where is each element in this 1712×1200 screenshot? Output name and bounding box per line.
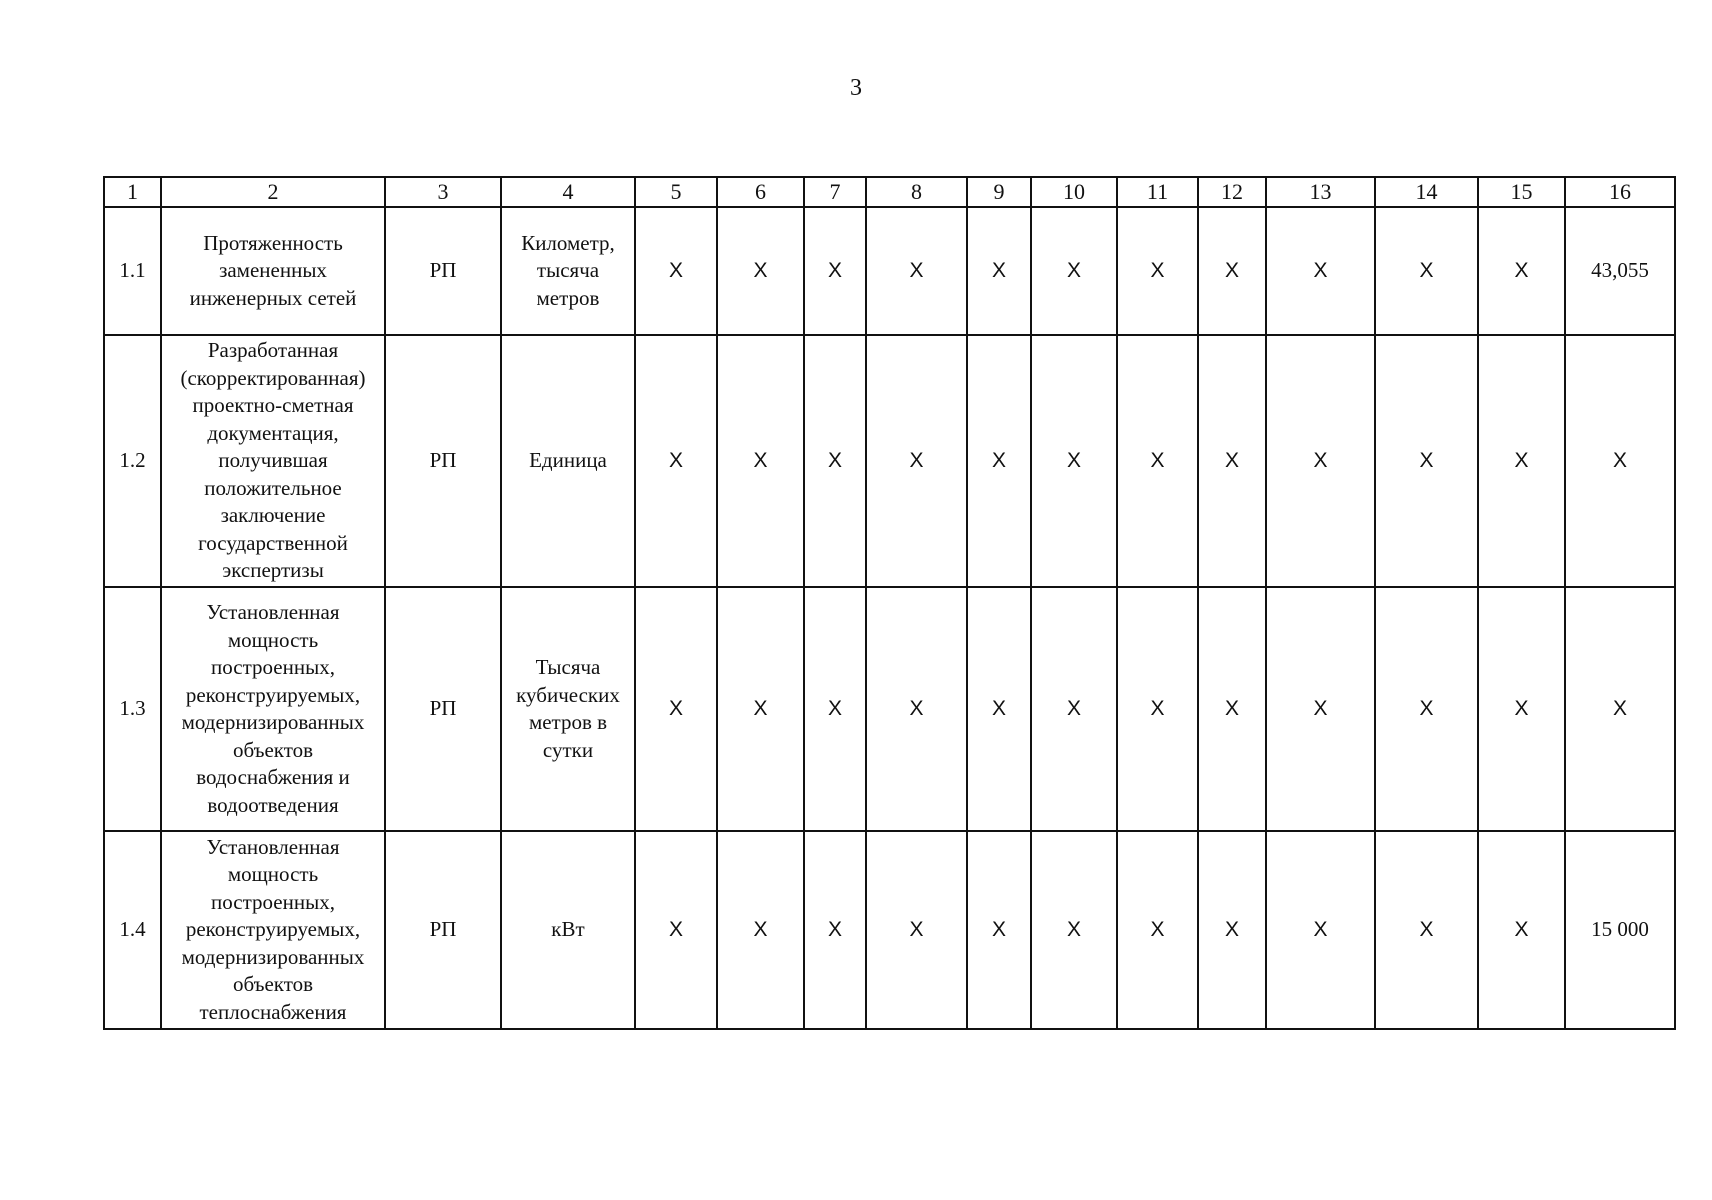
value-cell: Х — [1031, 335, 1117, 587]
value-cell: Х — [635, 587, 717, 831]
value-cell: Х — [967, 831, 1031, 1029]
column-number: 10 — [1031, 177, 1117, 207]
value-cell: Х — [1375, 207, 1478, 335]
indicators-table — [103, 176, 1676, 1030]
column-number: 16 — [1565, 177, 1675, 207]
value-cell: Х — [967, 587, 1031, 831]
value-cell: Х — [1478, 335, 1565, 587]
value-cell: 15 000 — [1565, 831, 1675, 1029]
value-cell: Х — [635, 207, 717, 335]
value-cell: Х — [1031, 207, 1117, 335]
value-cell: Х — [967, 335, 1031, 587]
value-cell: Х — [804, 207, 866, 335]
column-number: 4 — [501, 177, 635, 207]
unit-of-measure: кВт — [501, 831, 635, 1029]
value-cell: Х — [1266, 831, 1375, 1029]
column-number: 11 — [1117, 177, 1198, 207]
value-cell: Х — [1198, 831, 1266, 1029]
column-number: 5 — [635, 177, 717, 207]
value-cell: Х — [804, 335, 866, 587]
page-number: 3 — [850, 75, 862, 101]
value-cell: Х — [1375, 831, 1478, 1029]
indicator-name: Установленная мощность построенных, реконструируемых, модернизированных объектов водоснабжения и водоотведения — [161, 587, 385, 831]
row-index: 1.1 — [104, 207, 161, 335]
value-cell: Х — [1031, 587, 1117, 831]
indicator-name: Протяженность замененных инженерных сетей — [161, 207, 385, 335]
value-cell: Х — [1478, 587, 1565, 831]
column-number: 13 — [1266, 177, 1375, 207]
value-cell: Х — [1198, 335, 1266, 587]
value-cell: Х — [1117, 335, 1198, 587]
value-cell: Х — [635, 831, 717, 1029]
value-cell: 43,055 — [1565, 207, 1675, 335]
value-cell: Х — [1565, 587, 1675, 831]
column-number: 2 — [161, 177, 385, 207]
table-row — [104, 207, 1675, 335]
value-cell: Х — [866, 831, 967, 1029]
column-number: 8 — [866, 177, 967, 207]
table-row — [104, 335, 1675, 587]
column-numbers-row — [104, 177, 1675, 207]
value-cell: Х — [717, 207, 804, 335]
value-cell: Х — [1117, 207, 1198, 335]
column-number: 7 — [804, 177, 866, 207]
value-cell: Х — [1266, 335, 1375, 587]
source-code: РП — [385, 831, 501, 1029]
value-cell: Х — [1266, 207, 1375, 335]
unit-of-measure: Тысяча кубических метров в сутки — [501, 587, 635, 831]
value-cell: Х — [717, 335, 804, 587]
row-index: 1.4 — [104, 831, 161, 1029]
value-cell: Х — [1117, 587, 1198, 831]
column-number: 9 — [967, 177, 1031, 207]
value-cell: Х — [717, 587, 804, 831]
value-cell: Х — [967, 207, 1031, 335]
value-cell: Х — [635, 335, 717, 587]
row-index: 1.3 — [104, 587, 161, 831]
column-number: 1 — [104, 177, 161, 207]
unit-of-measure: Единица — [501, 335, 635, 587]
value-cell: Х — [1478, 831, 1565, 1029]
value-cell: Х — [866, 207, 967, 335]
value-cell: Х — [1375, 335, 1478, 587]
column-number: 15 — [1478, 177, 1565, 207]
value-cell: Х — [1117, 831, 1198, 1029]
column-number: 14 — [1375, 177, 1478, 207]
value-cell: Х — [866, 335, 967, 587]
value-cell: Х — [1375, 587, 1478, 831]
value-cell: Х — [717, 831, 804, 1029]
column-number: 6 — [717, 177, 804, 207]
value-cell: Х — [804, 831, 866, 1029]
value-cell: Х — [804, 587, 866, 831]
value-cell: Х — [1565, 335, 1675, 587]
row-index: 1.2 — [104, 335, 161, 587]
value-cell: Х — [1198, 207, 1266, 335]
unit-of-measure: Километр, тысяча метров — [501, 207, 635, 335]
source-code: РП — [385, 207, 501, 335]
source-code: РП — [385, 587, 501, 831]
source-code: РП — [385, 335, 501, 587]
column-number: 3 — [385, 177, 501, 207]
column-number: 12 — [1198, 177, 1266, 207]
indicator-name: Разработанная (скорректированная) проектно-сметная документация, получившая положительное заключение государственной экспертизы — [161, 335, 385, 587]
value-cell: Х — [1266, 587, 1375, 831]
value-cell: Х — [1031, 831, 1117, 1029]
value-cell: Х — [1478, 207, 1565, 335]
value-cell: Х — [866, 587, 967, 831]
table-row — [104, 831, 1675, 1029]
value-cell: Х — [1198, 587, 1266, 831]
indicator-name: Установленная мощность построенных, реконструируемых, модернизированных объектов теплоснабжения — [161, 831, 385, 1029]
table-row — [104, 587, 1675, 831]
